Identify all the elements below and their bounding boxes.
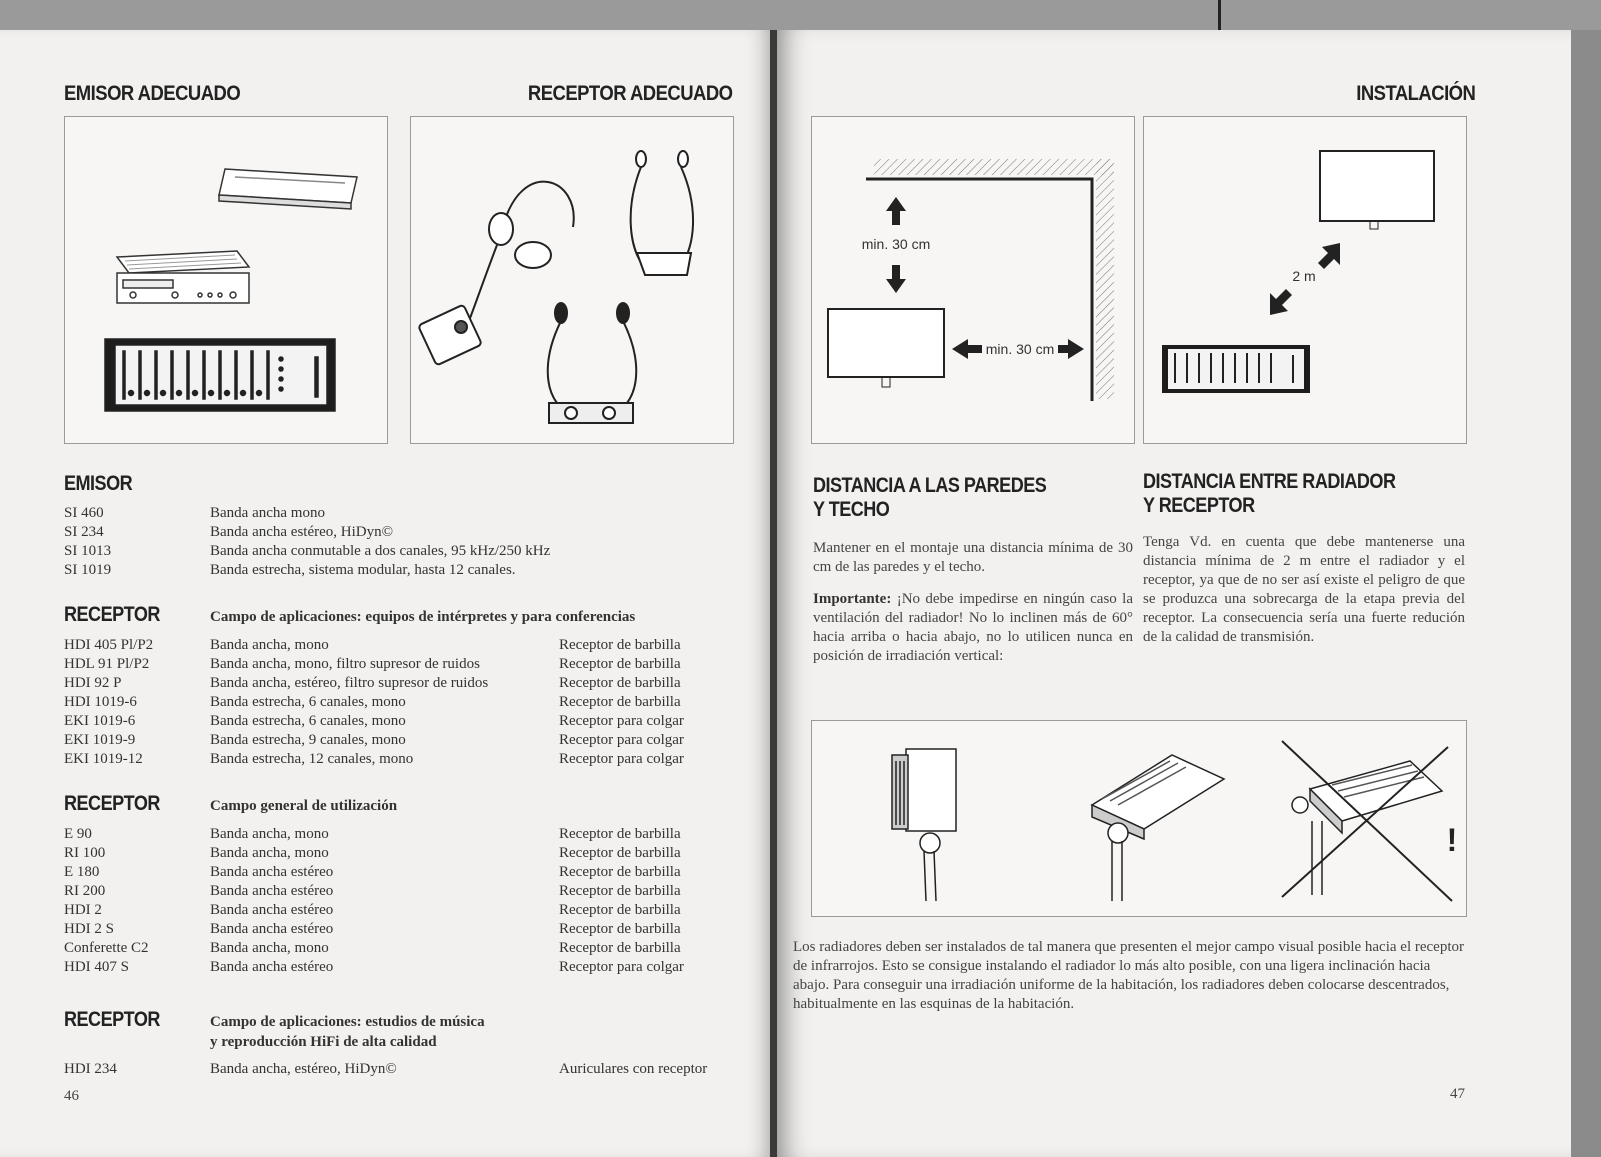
section-distance-title-line2: Y RECEPTOR — [1143, 494, 1255, 517]
heading-emisor-adecuado: EMISOR ADECUADO — [64, 82, 241, 105]
table-row — [64, 524, 764, 543]
radiator-tilt-drawing — [812, 721, 1466, 916]
model-cell: EKI 1019-12 — [64, 751, 143, 767]
walls-distance-diagram — [811, 116, 1135, 444]
model-cell: HDI 2 — [64, 902, 102, 918]
table-row — [64, 1061, 764, 1080]
model-cell: SI 234 — [64, 524, 104, 540]
type-cell: Receptor de barbilla — [559, 864, 681, 880]
model-cell: EKI 1019-6 — [64, 713, 136, 729]
radiator-receiver-drawing — [1144, 117, 1466, 443]
stethoscope-receiver-chin — [548, 303, 637, 423]
desc-cell: Banda ancha, mono — [210, 826, 329, 842]
table-row — [64, 543, 764, 562]
ceiling-hatch — [874, 159, 1114, 175]
walls-distance-drawing — [812, 117, 1134, 443]
wall-radiator — [1320, 151, 1434, 229]
radiator-tilt-illustration — [811, 720, 1467, 917]
type-cell: Receptor para colgar — [559, 751, 684, 767]
section-distance-title-line1: DISTANCIA ENTRE RADIADOR — [1143, 470, 1396, 493]
desc-cell: Banda ancha estéreo — [210, 921, 334, 937]
desc-cell: Banda ancha estéreo — [210, 959, 334, 975]
desc-cell: Banda ancha, estéreo, HiDyn© — [210, 1061, 397, 1077]
model-cell: HDI 234 — [64, 1061, 117, 1077]
headphones-with-receiver — [418, 182, 574, 366]
desc-cell: Banda estrecha, 6 canales, mono — [210, 694, 406, 710]
binding-mark — [1218, 0, 1221, 32]
radiator-correct-tilted — [1092, 755, 1224, 901]
table-row — [64, 826, 764, 845]
table-row — [64, 694, 764, 713]
page-number-right: 47 — [1450, 1086, 1465, 1102]
model-cell: HDI 2 S — [64, 921, 115, 937]
min-distance-label-side: min. 30 cm — [985, 341, 1055, 357]
desc-cell: Banda ancha estéreo — [210, 883, 334, 899]
table-row — [64, 921, 764, 940]
stethoscope-receiver-hanging — [631, 151, 693, 275]
important-text: ¡No debe impedirse en ningún caso la ventilación del radiador! No lo inclinen más de 60° hacia arriba o hacia abajo, no lo utilicen nunca en posición de irradiación vertical: — [813, 591, 1133, 664]
right-page — [777, 30, 1571, 1157]
model-cell: E 90 — [64, 826, 92, 842]
type-cell: Receptor de barbilla — [559, 656, 681, 672]
emisor-title: EMISOR — [64, 472, 133, 495]
receptor-subtitle-music-line1: Campo de aplicaciones: estudios de música — [210, 1014, 485, 1030]
distance-label: 2 m — [1292, 268, 1316, 284]
table-row — [64, 732, 764, 751]
table-row — [64, 562, 764, 581]
section-walls-important — [813, 590, 1133, 666]
section-walls-text: Mantener en el montaje una distancia mínima de 30 cm de las paredes y el techo. — [813, 540, 1133, 575]
heading-receptor-adecuado: RECEPTOR ADECUADO — [527, 82, 732, 105]
type-cell: Receptor de barbilla — [559, 940, 681, 956]
left-page — [0, 30, 772, 1157]
receptor-title-music: RECEPTOR — [64, 1008, 160, 1031]
table-row — [64, 883, 764, 902]
desc-cell: Banda ancha estéreo — [210, 902, 334, 918]
table-row — [64, 637, 764, 656]
wall-hatch — [1096, 159, 1114, 399]
desc-cell: Banda estrecha, sistema modular, hasta 12 canales. — [210, 562, 516, 578]
desc-cell: Banda ancha conmutable a dos canales, 95 kHz/250 kHz — [210, 543, 551, 559]
receptor-title-general: RECEPTOR — [64, 792, 160, 815]
table-row — [64, 713, 764, 732]
rack-receiver-unit — [1162, 345, 1310, 393]
desc-cell: Banda ancha, mono — [210, 637, 329, 653]
model-cell: E 180 — [64, 864, 100, 880]
background-strip — [0, 0, 1601, 30]
flat-radiator-device — [219, 169, 357, 209]
type-cell: Receptor para colgar — [559, 713, 684, 729]
table-row — [64, 751, 764, 770]
model-cell: SI 460 — [64, 505, 104, 521]
model-cell: SI 1019 — [64, 562, 112, 578]
desc-cell: Banda estrecha, 9 canales, mono — [210, 732, 406, 748]
receiver-devices-drawing — [411, 117, 733, 443]
model-cell: HDL 91 Pl/P2 — [64, 656, 150, 672]
radiator-front-view — [828, 309, 944, 387]
type-cell: Receptor de barbilla — [559, 902, 681, 918]
type-cell: Receptor de barbilla — [559, 637, 681, 653]
model-cell: HDI 407 S — [64, 959, 130, 975]
table-row — [64, 505, 764, 524]
rack-modular-device — [105, 339, 335, 411]
desc-cell: Banda ancha, estéreo, filtro supresor de ruidos — [210, 675, 489, 691]
table-row — [64, 902, 764, 921]
section-walls-title-line1: DISTANCIA A LAS PAREDES — [813, 474, 1047, 497]
desc-cell: Banda ancha estéreo, HiDyn© — [210, 524, 393, 540]
bottom-paragraph: Los radiadores deben ser instalados de tal manera que presenten el mejor campo visual posible hacia el receptor de infrarrojos. Esto se consigue instalando el radiador lo más alto posible, con una ligera inclinación hacia abajo. Para conseguir una irradiación uniforme de la habitación, los radiadores deben colocarse descentrados, habitualmente en las esquinas de la habitación. — [793, 939, 1464, 1012]
receptor-subtitle-general: Campo general de utilización — [210, 798, 398, 814]
receptor-subtitle-music-line2: y reproducción HiFi de alta calidad — [210, 1034, 437, 1050]
desc-cell: Banda estrecha, 6 canales, mono — [210, 713, 406, 729]
model-cell: HDI 405 Pl/P2 — [64, 637, 154, 653]
type-cell: Receptor para colgar — [559, 959, 684, 975]
type-cell: Receptor de barbilla — [559, 921, 681, 937]
warning-mark: ! — [1446, 822, 1458, 858]
receiver-illustration — [410, 116, 734, 444]
receptor-title-conferences: RECEPTOR — [64, 603, 160, 626]
table-row — [64, 675, 764, 694]
type-cell: Receptor de barbilla — [559, 826, 681, 842]
model-cell: SI 1013 — [64, 543, 112, 559]
cross-out-mark — [1282, 741, 1452, 901]
type-cell: Receptor de barbilla — [559, 845, 681, 861]
emitter-illustration — [64, 116, 388, 444]
model-cell: HDI 1019-6 — [64, 694, 137, 710]
section-distance-text: Tenga Vd. en cuenta que debe mantenerse una distancia mínima de 2 m entre el radiador y el receptor, ya que de no ser así existe el peligro de que se produzca una sobrecarga de la etapa previa del receptor. La consecuencia sería una fuerte redución de la calidad de transmisión. — [1143, 534, 1465, 645]
radiator-correct-vertical — [892, 749, 956, 901]
amplifier-device — [117, 251, 249, 303]
desc-cell: Banda ancha mono — [210, 505, 325, 521]
table-row — [64, 940, 764, 959]
desc-cell: Banda estrecha, 12 canales, mono — [210, 751, 414, 767]
radiator-receiver-distance-diagram — [1143, 116, 1467, 444]
type-cell: Receptor para colgar — [559, 732, 684, 748]
model-cell: EKI 1019-9 — [64, 732, 136, 748]
type-cell: Auriculares con receptor — [559, 1061, 708, 1077]
page-number-left: 46 — [64, 1088, 79, 1104]
table-row — [64, 656, 764, 675]
table-row — [64, 845, 764, 864]
desc-cell: Banda ancha, mono — [210, 940, 329, 956]
model-cell: RI 100 — [64, 845, 106, 861]
type-cell: Receptor de barbilla — [559, 883, 681, 899]
desc-cell: Banda ancha, mono — [210, 845, 329, 861]
emitter-devices-drawing — [65, 117, 387, 443]
model-cell: Conferette C2 — [64, 940, 149, 956]
receptor-subtitle-conferences: Campo de aplicaciones: equipos de intérpretes y para conferencias — [210, 609, 636, 625]
desc-cell: Banda ancha, mono, filtro supresor de ruidos — [210, 656, 480, 672]
type-cell: Receptor de barbilla — [559, 675, 681, 691]
table-row — [64, 959, 764, 978]
heading-instalacion: INSTALACIÓN — [1355, 82, 1475, 105]
type-cell: Receptor de barbilla — [559, 694, 681, 710]
section-walls-title-line2: Y TECHO — [813, 498, 890, 521]
table-row — [64, 864, 764, 883]
min-distance-label-top: min. 30 cm — [861, 236, 931, 252]
important-label: Importante: — [813, 591, 892, 607]
radiator-incorrect-vertical-up — [1292, 761, 1442, 895]
desc-cell: Banda ancha estéreo — [210, 864, 334, 880]
model-cell: RI 200 — [64, 883, 106, 899]
model-cell: HDI 92 P — [64, 675, 122, 691]
